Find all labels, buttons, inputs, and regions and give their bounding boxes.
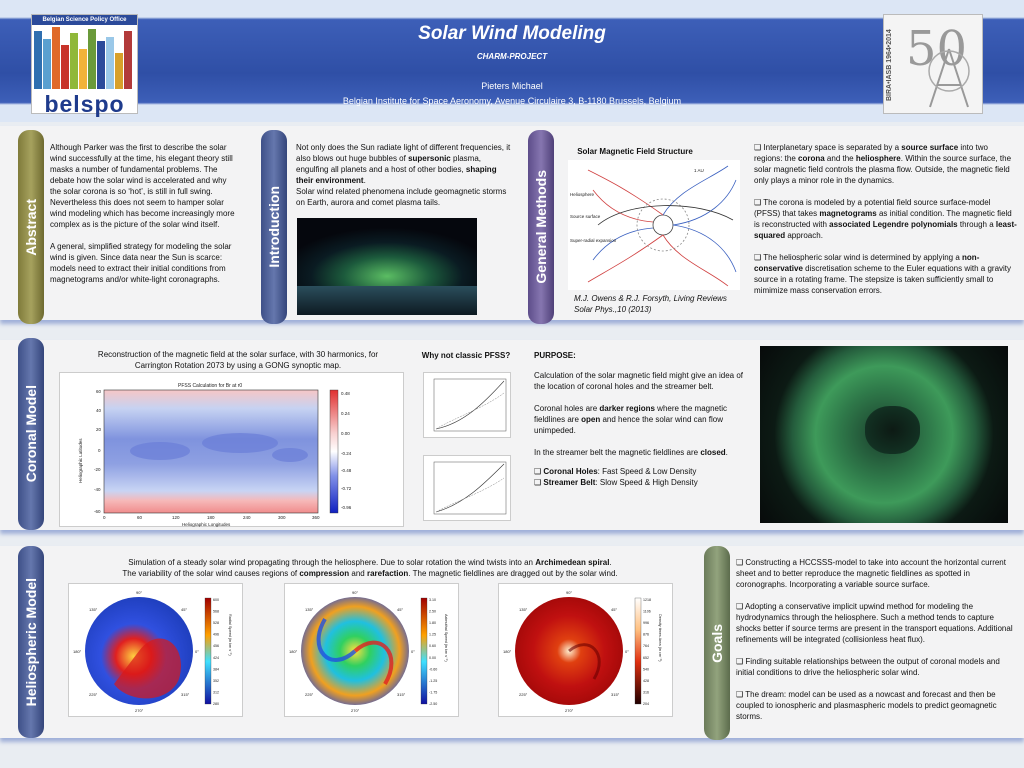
colorbar-tick: 1.80: [429, 621, 436, 626]
angle-label: 0°: [195, 649, 199, 654]
radial-speed-colorbar-label: Radial Speed (in km s⁻¹): [228, 614, 232, 656]
map-cbar-tick: -0.24: [341, 451, 352, 456]
colorbar-tick: 996: [643, 621, 649, 626]
angle-label: 45°: [181, 607, 188, 612]
colorbar-tick: 600: [213, 598, 219, 602]
aurora-photo: [297, 218, 477, 315]
goal-1: ❑ Constructing a HCCSSS-model to take into account the horizontal current sheet and to better reproduce the magnetic fieldlines as spotted in coronographs. Incorporating a variable source surface.: [736, 558, 1006, 589]
map-cbar-tick: 0.48: [341, 391, 350, 396]
tab-introduction: Introduction: [261, 130, 287, 324]
colorbar-tick: 1218: [643, 598, 651, 602]
map-ytick: -20: [94, 467, 101, 472]
figure-title-magnetic-structure: Solar Magnetic Field Structure: [577, 147, 693, 156]
methods-paragraph-3: ❑ The heliospheric solar wind is determined by applying a non-conservative discretisation scheme to the Euler equations with a gravity source in a rotating frame. The stepsize is taken sufficiently small to mimimize mass conservation errors.: [754, 253, 1012, 295]
angle-label: 45°: [611, 607, 618, 612]
map-ytick: 60: [96, 389, 102, 394]
goal-3: ❑ Finding suitable relationships between the output of coronal models and initial conditions to drive the heliospheric solar wind.: [736, 657, 1000, 677]
map-xtick: 60: [137, 515, 143, 520]
purpose-paragraph-1: Calculation of the solar magnetic field might give an idea of the location of coronal holes and the streamer belt.: [534, 371, 744, 391]
density-colorbar-label: Density times Area (in cm⁻³): [658, 614, 662, 662]
angle-label: 90°: [136, 590, 143, 595]
angle-label: 315°: [181, 692, 190, 697]
why-not-classic-title: Why not classic PFSS?: [421, 351, 511, 360]
coronal-caption: Reconstruction of the magnetic field at the solar surface, with 30 harmonics, for Carrington Rotation 2073 by using a GONG synoptic map.: [97, 350, 379, 370]
methods-paragraph-1: ❑ Interplanetary space is separated by a source surface into two regions: the corona and the heliosphere. Within the source surface, the solar magnetic field controls the plasma flow. Outside, the magnetic field only plays a minor role in the dynamics.: [754, 143, 1012, 185]
angle-label: 270°: [351, 708, 360, 713]
colorbar-tick: 316: [643, 690, 649, 695]
abstract-paragraph-1: Although Parker was the first to describe the solar wind successfully at the time, his elegant theory still masks a number of fundamental problems. The debate how the solar wind is accelerated and why the solar corona is so ‘hot’, is still in full swing. Nevertheless this does not seem to hamper solar wind modeling which has become increasingly more complex as is the picture of the solar wind itself.: [50, 143, 235, 229]
colorbar-tick: 384: [213, 667, 219, 672]
map-xtick: 360: [312, 515, 320, 520]
methods-text: [754, 142, 1018, 307]
azimuthal-speed-plot: [284, 583, 459, 717]
colorbar-tick: 456: [213, 644, 219, 649]
angle-label: 225°: [519, 692, 528, 697]
bira-logo-mark: [924, 45, 974, 111]
angle-label: 180°: [73, 649, 82, 654]
solar-corona-image: [760, 346, 1008, 523]
bira-iasb-logo: [883, 14, 983, 114]
map-ytick: 40: [96, 408, 102, 413]
angle-label: 45°: [397, 607, 404, 612]
angle-label: 0°: [411, 649, 415, 654]
tab-goals: Goals: [704, 546, 730, 740]
map-cbar-tick: -0.48: [341, 468, 352, 473]
angle-label: 315°: [397, 692, 406, 697]
radial-speed-plot: [68, 583, 243, 717]
colorbar-tick: -0.60: [429, 667, 438, 672]
map-cbar-tick: 0.24: [341, 411, 350, 416]
magnetic-structure-diagram: [568, 160, 740, 290]
angle-label: 135°: [305, 607, 314, 612]
colorbar-tick: 568: [213, 609, 219, 614]
map-ytick: -60: [94, 509, 101, 514]
abstract-text: [50, 142, 238, 296]
colorbar-tick: 428: [643, 678, 649, 683]
poster-subtitle: CHARM-PROJECT: [476, 52, 548, 61]
goals-text: [736, 557, 1018, 733]
angle-label: 135°: [519, 607, 528, 612]
colorbar-tick: 3.10: [429, 598, 436, 602]
introduction-text: Not only does the Sun radiate light of different frequencies, it also blows out huge bubbles of supersonic plasma, engulfing all planets and a host of other bodies, shaping their environment. Solar wind related phenomena include geomagnetic storms on Earth, aurora and comet plasma tails.: [296, 143, 511, 207]
colorbar-tick: 0.60: [429, 644, 436, 649]
bira-logo-text: BIRA•IASB 1964•2014: [886, 29, 893, 101]
angle-label: 180°: [503, 649, 512, 654]
colorbar-tick: -1.75: [429, 690, 438, 695]
label-source-surface: Source surface: [570, 214, 601, 219]
angle-label: 180°: [289, 649, 298, 654]
header-banner: [0, 0, 1024, 122]
colorbar-tick: 1.25: [429, 632, 436, 637]
label-heliosphere: Heliosphere: [570, 192, 595, 197]
azimuthal-speed-colorbar-label: Azimuthal Speed (in km s⁻¹): [444, 614, 448, 662]
angle-label: 225°: [305, 692, 314, 697]
goal-4: ❑ The dream: model can be used as a nowcast and forecast and then be coupled to ionospheric and plasmaspheric models to predict geomagnetic storms.: [736, 690, 997, 721]
colorbar-tick: 764: [643, 644, 649, 649]
tab-abstract: Abstract: [18, 130, 44, 324]
abstract-paragraph-2: A general, simplified strategy for modeling the solar wind is given. Since data near the Sun is scarce: models need to extract their initial conditions from magnetograms and/or white-light coronagraphs.: [50, 242, 232, 284]
bullet-streamer-belt: ❑ Streamer Belt: Slow Speed & High Density: [534, 478, 698, 487]
map-ytick: 0: [98, 448, 101, 453]
density-plot: [498, 583, 673, 717]
colorbar-tick: 312: [213, 690, 219, 695]
tab-heliospheric-model: Heliospheric Model: [18, 546, 44, 738]
map-ylabel: Heliographic Latitudes: [78, 438, 83, 483]
map-ytick: -40: [94, 487, 101, 492]
affiliation: Belgian Institute for Space Aeronomy, Avenue Circulaire 3, B-1180 Brussels, Belgium: [342, 96, 682, 106]
tab-general-methods: General Methods: [528, 130, 554, 324]
belspo-logo-top: Belgian Science Policy Office: [32, 15, 137, 25]
angle-label: 135°: [89, 607, 98, 612]
angle-label: 90°: [352, 590, 359, 595]
angle-label: 270°: [135, 708, 144, 713]
belspo-logo: [31, 14, 138, 117]
map-title: PFSS Calculation for Br at r0: [178, 383, 243, 389]
bullet-coronal-holes: ❑ Coronal Holes: Fast Speed & Low Density: [534, 467, 697, 476]
colorbar-tick: 876: [643, 632, 649, 637]
map-ytick: 20: [96, 427, 102, 432]
angle-label: 0°: [625, 649, 629, 654]
pfss-map-figure: [59, 372, 404, 527]
map-xtick: 120: [172, 515, 180, 520]
poster-title: Solar Wind Modeling: [418, 23, 606, 44]
label-super-radial: Super-radial expansion: [570, 238, 617, 243]
colorbar-tick: 204: [643, 702, 649, 706]
angle-label: 225°: [89, 692, 98, 697]
purpose-text: [534, 350, 746, 488]
purpose-title: PURPOSE:: [534, 351, 576, 360]
heliospheric-caption: Simulation of a steady solar wind propagating through the heliosphere. Due to solar rotation the wind twists into an Archimedean spiral. The variability of the solar wind causes regions of compression and rarefaction. The magnetic fieldlines are dragged out by the solar wind.: [122, 558, 618, 578]
map-xtick: 300: [278, 515, 286, 520]
colorbar-tick: -1.25: [429, 678, 438, 683]
label-1au: 1 AU: [694, 168, 704, 173]
pfss-comparison-plot-2: [423, 455, 511, 521]
angle-label: 90°: [566, 590, 573, 595]
map-cbar-tick: 0.00: [341, 431, 350, 436]
colorbar-tick: 540: [643, 667, 649, 672]
owens-citation: M.J. Owens & R.J. Forsyth, Living Reviews Solar Phys.,10 (2013): [574, 294, 727, 314]
map-xtick: 0: [103, 515, 106, 520]
map-xtick: 240: [243, 515, 251, 520]
purpose-paragraph-2: Coronal holes are darker regions where the magnetic fieldlines are open and hence the solar wind can flow unimpeded.: [534, 404, 727, 435]
colorbar-tick: 352: [213, 678, 219, 683]
tab-coronal-model: Coronal Model: [18, 338, 44, 530]
colorbar-tick: 528: [213, 621, 219, 626]
colorbar-tick: 2.50: [429, 609, 436, 614]
map-cbar-tick: -0.96: [341, 505, 352, 510]
goal-2: ❑ Adopting a conservative implicit upwind method for modeling the hydrodynamics through the heliosphere. Such a method tends to capture shocks better if source terms are present in the transport equations. Additional refinements will be integrated (collisionless heat flux).: [736, 602, 1013, 644]
colorbar-tick: 0.00: [429, 655, 436, 660]
bira-logo-number: 50: [906, 21, 968, 77]
pfss-comparison-plot-1: [423, 372, 511, 438]
colorbar-tick: 652: [643, 655, 649, 660]
angle-label: 315°: [611, 692, 620, 697]
belspo-wordmark: belspo: [44, 91, 125, 117]
author-name: Pieters Michael: [481, 81, 543, 91]
colorbar-tick: -2.50: [429, 702, 438, 706]
methods-paragraph-2: ❑ The corona is modeled by a potential field source surface-model (PFSS) that takes magnetograms as initial condition. The magnetic field is reconstructed with associated Legendre polynomials through a least-squared approach.: [754, 198, 1017, 240]
purpose-paragraph-3: In the streamer belt the magnetic fieldlines are closed.: [534, 448, 728, 457]
colorbar-tick: 1106: [643, 609, 651, 614]
colorbar-tick: 424: [213, 655, 219, 660]
map-cbar-tick: -0.72: [341, 486, 352, 491]
colorbar-tick: 496: [213, 632, 219, 637]
angle-label: 270°: [565, 708, 574, 713]
colorbar-tick: 280: [213, 702, 219, 706]
map-xtick: 180: [207, 515, 215, 520]
map-xlabel: Heliographic Longitudes: [182, 522, 231, 527]
